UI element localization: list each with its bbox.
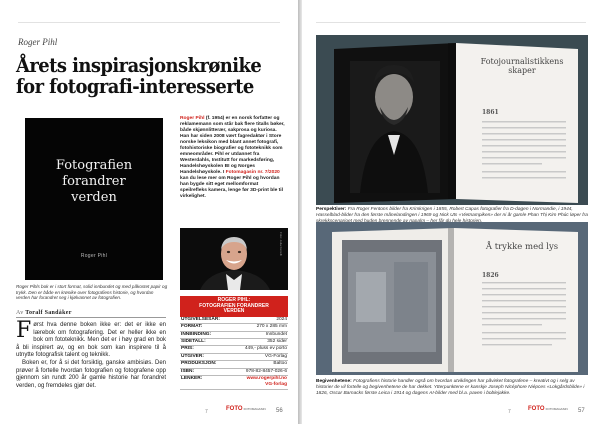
facts-row-production <box>180 361 288 368</box>
left-page <box>0 0 298 424</box>
facts-heading-line-3: VERDEN <box>223 308 245 315</box>
body-paragraph-2: Boken er, for å si det forsiktig, ganske ambisiøs. Den prøver å fortelle hvordan fotografien og fotografene opp gjennom sin rundt 200 år gamle historie har forandret verden, og fremdeles gjør det. <box>16 359 166 389</box>
author-portrait <box>180 228 288 290</box>
body-paragraph-1-text: ørst hva denne boken ikke er: det er ikke en lærebok om fotografering. Det er heller ikke en bok om fototeknikk. Men det er i høy grad en bok å bli inspirert av, og en bok som kan inspirere til å utnytte fotografisk talent og teknikk. <box>16 322 166 359</box>
photo-2-caption <box>316 379 588 397</box>
facts-links <box>247 376 287 389</box>
article-author: Roger Pihl <box>18 37 58 47</box>
spread-title-1: Fotojournalistikkens skaper <box>480 57 564 75</box>
top-rule <box>18 22 280 23</box>
bio-text-2: kan du lese mer om Roger Pihl og hvordan han bygde sitt eget mellomformat speilrefleks kamera, lenge før 3D-print ble til virkelighet. <box>180 176 284 199</box>
book-title-line-3: verden <box>71 190 117 205</box>
facts-value: VG-Forlag <box>264 353 287 359</box>
book-cover-title <box>25 158 163 206</box>
logo-sub: FOTOMAGASIN <box>243 407 266 411</box>
caption-1-lead: Perspektiver: <box>316 207 347 212</box>
facts-key: UTGIVELSESÅR: <box>181 316 220 322</box>
byline <box>16 310 166 318</box>
page-number: 56 <box>276 408 283 414</box>
book-spread-photo-2 <box>316 222 588 375</box>
logo-main: FOTO <box>226 406 243 412</box>
facts-value: 352 sider <box>267 339 287 344</box>
spread-title-2: Å trykke med lys <box>485 242 559 252</box>
facts-value: 978-82-8457-026-6 <box>245 368 287 374</box>
facts-key: FORMAT: <box>181 324 203 330</box>
drop-cap: F <box>16 318 32 343</box>
facts-box-heading <box>180 296 288 317</box>
right-page <box>302 0 600 424</box>
facts-key: LENKER: <box>181 376 203 382</box>
bio-name: Roger Pihl <box>180 116 205 121</box>
article-body <box>16 318 166 390</box>
facts-key: SIDETALL: <box>181 339 206 344</box>
logo-sub: FOTOMAGASIN <box>545 407 568 411</box>
caption-2-lead: Begivenhetene: <box>316 379 352 384</box>
bio-magazine-ref: Fotomagasin nr. 7/2020 <box>225 170 280 175</box>
facts-heading-line-1: ROGER PIHL: <box>217 297 251 303</box>
article-title <box>16 55 264 97</box>
facts-value: Baltoo <box>273 361 287 367</box>
fotomagasin-logo <box>226 406 266 412</box>
facts-key: INNBINDING: <box>181 331 212 337</box>
facts-key: UTGIVER: <box>181 353 204 359</box>
facts-key: ISBN: <box>181 368 195 374</box>
footer-issue-number: 7 <box>508 409 511 415</box>
cover-caption: Roger Pihls bok er i stort format, solid innbundet og med påkostet papir og trykk. Den er både en krønike over fotografiens historie, og hvordan verden har forandret seg i kjølvannet av fotografien. <box>16 284 168 301</box>
fotomagasin-logo <box>528 406 568 412</box>
book-title-line-2: forandrer <box>62 174 126 189</box>
spread-year-2: 1826 <box>482 272 499 279</box>
title-line-1: Årets inspirasjonskrønike <box>16 54 262 77</box>
facts-row-binding <box>180 332 288 339</box>
facts-row-links <box>180 376 288 390</box>
caption-1-text: Fra Roger Fentons bilder fra Krimkrigen i 1855, Robert Capas fotografier fra D-dagen i Normandie, i 1944, Hasselblad-bilder fra den første månelandingen i 1969 og Nick Uts «Vietnampiken» der ni år gamle Phan Thị Kim Phúc løper fra <box>316 207 588 218</box>
facts-row-isbn <box>180 369 288 376</box>
spread-year-1: 1861 <box>482 109 499 116</box>
footer-issue-number: 7 <box>205 409 208 415</box>
facts-key: PRODUKSJON: <box>181 361 217 367</box>
byline-prefix: Av <box>16 310 24 316</box>
link-website[interactable]: www.rogerpihl.no <box>246 376 287 382</box>
title-line-2: for fotografi-interesserte <box>16 75 254 98</box>
body-paragraph-1 <box>16 318 166 360</box>
facts-value: 270 x 285 mm <box>256 324 287 330</box>
portrait-illustration <box>180 228 288 290</box>
facts-heading-line-2: FOTOGRAFIEN FORANDRER <box>199 302 269 309</box>
facts-value: 2024 <box>276 316 287 322</box>
facts-value: Innbundet <box>265 331 287 337</box>
bio-text-1: (f. 1954) er en norsk forfatter og reklamemann som står bak flere titalls bøker, både skjønnlitterær, sakprosa og kuriosa. Han har siden 2008 vært fagredaktør i Store norske leksikon med blant annet fotografi, fotohistoriske biografier og fototeknikk som emneområder. Pihl er utdannet fra Westerdahls, Institutt for markedsføring, Handelshøyskolen BI og Norges Handelshøyskole. I <box>180 116 285 175</box>
book-facts-box <box>180 296 288 390</box>
book-spread-photo-1 <box>316 35 588 205</box>
facts-key: PRIS: <box>181 346 194 352</box>
book-cover-image <box>25 118 163 280</box>
facts-value: 449,- pluss ev porto <box>244 346 287 352</box>
portrait-credit: Foto: Julia Ferrelli <box>279 232 283 256</box>
facts-row-price <box>180 346 288 353</box>
logo-main: FOTO <box>528 406 545 412</box>
caption-2-text: Fotografiens historie handler også om hvordan utviklingen har påvirket fotografene – kreativt og i selg av historier de vil fortelle og begivenhetene de har dekket. Ytterpunktene er kanskje Joseph Nicéphore Niépces «Lokgårdsbilde» i 1826, Oscar Barnacks første Leica i 1914 og dagens AI-bilder med bl.a. paven i boblejakke. <box>316 379 585 396</box>
book-title-line-1: Fotografien <box>55 158 133 173</box>
top-rule <box>316 22 586 23</box>
author-bio <box>180 116 285 200</box>
byline-name: Toralf Sandåker <box>25 310 72 316</box>
page-number: 57 <box>578 408 585 414</box>
facts-row-format <box>180 324 288 331</box>
book-cover-author: Roger Pihl <box>80 253 108 259</box>
link-publisher[interactable]: VG-forlag <box>265 382 287 388</box>
